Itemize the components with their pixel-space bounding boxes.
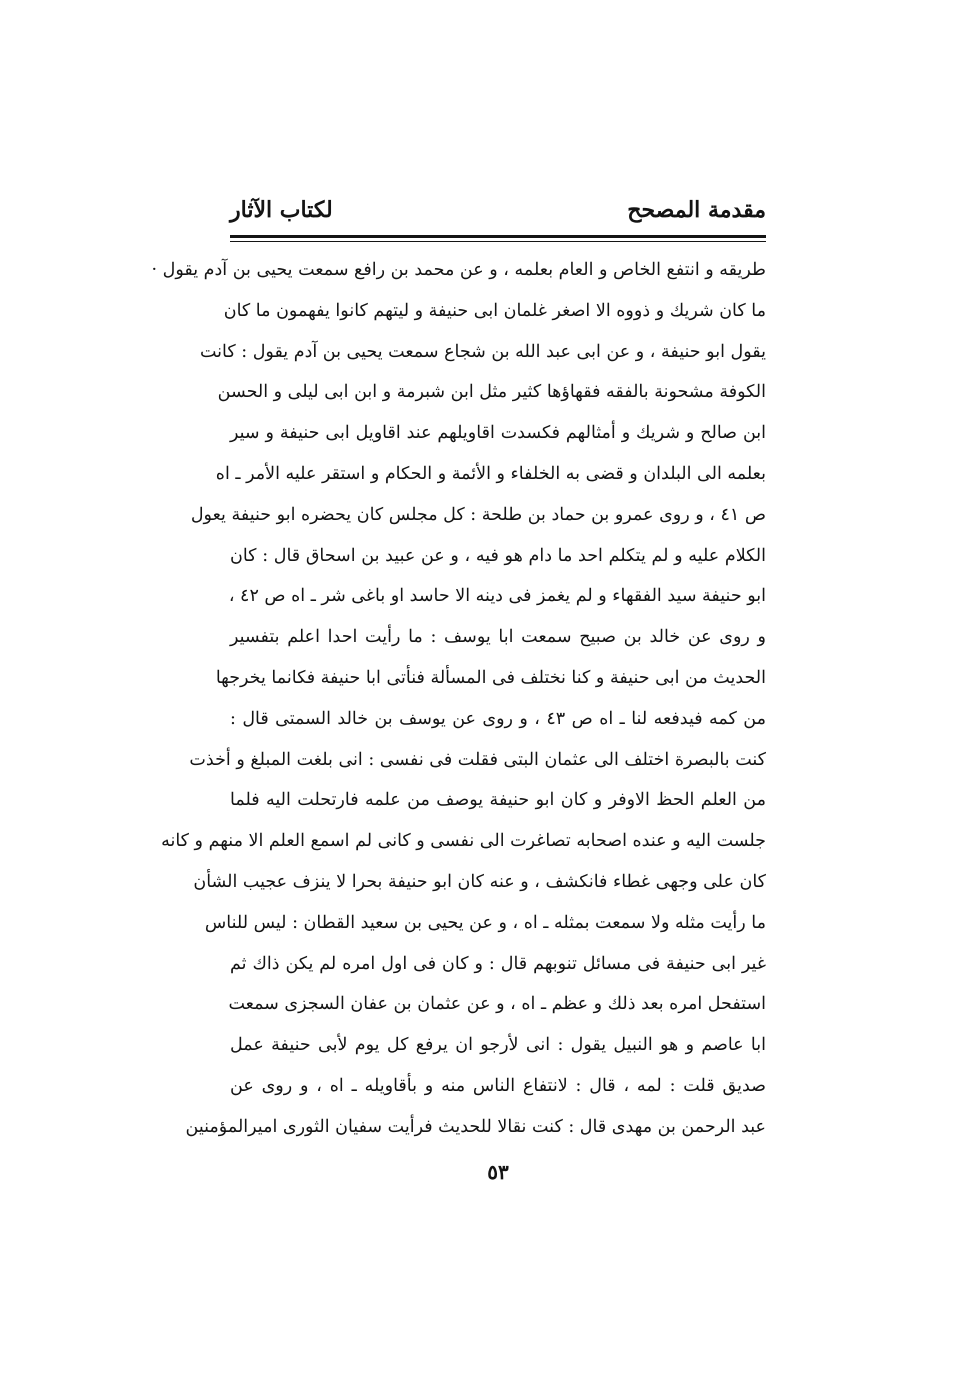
- text-line: ما كان شريك و ذووه الا اصغر غلمان ابى حنيفة و ليتهم كانوا يفهمون ما كان: [223, 300, 766, 321]
- text-line: كنت بالبصرة اختلف الى عثمان البتى فقلت فى نفسى : انى بلغت المبلغ و أخذت: [189, 749, 766, 770]
- text-line: ابن صالح و شريك و أمثالهم فكسدت اقاويلهم عند اقاويل ابى حنيفة و سير: [230, 423, 766, 444]
- text-line: بعلمه الى البلدان و قضى به الخلفاء و الأئمة و الحكام و استقر عليه الأمر ـ اه: [215, 463, 766, 484]
- body-text: [151, 250, 766, 1148]
- text-line: كان على وجهى غطاء فانكشف ، و عنه كان ابو حنيفة بحرا لا ينزف عجيب الشأن: [193, 871, 766, 892]
- text-line: الكلام عليه و لم يتكلم احد ما دام هو فيه ، و عن عبيد بن اسحاق قال : كان: [230, 545, 766, 566]
- text-line: ص ٤١ ، و روى عمرو بن حماد بن طلحة : كل مجلس كان يحضره ابو حنيفة يعول: [190, 504, 766, 525]
- page-number: ٥٣: [487, 1160, 509, 1184]
- text-line: الكوفة مشحونة بالفقه فقهاؤها كثير مثل ابن شبرمة و ابن ابى ليلى و الحسن: [217, 382, 766, 403]
- text-line: من كمه فيدفعه لنا ـ اه ص ٤٣ ، و روى عن يوسف بن خالد السمتى قال :: [230, 708, 766, 729]
- text-line: جلست اليه و عنده اصحابه تصاغرت الى نفسى و كانى لم اسمع العلم الا منهم و كانه: [161, 831, 766, 852]
- text-line: من العلم الحظ الاوفر و كان ابو حنيفة يوصف من علمه فارتحلت اليه فلما: [230, 790, 766, 811]
- text-line: الحديث من ابى حنيفة و كنا نختلف فى المسألة فنأتى ابا حنيفة فكانما يخرجها: [215, 667, 766, 688]
- text-line: ابو حنيفة سيد الفقهاء و لم يغمز فى دينه الا حاسد او باغى شر ـ اه ص ٤٢ ،: [228, 586, 766, 607]
- text-line: صديق قلت : لمه ، قال : لانتفاع الناس منه و بأقاويله ـ اه ، و روى عن: [230, 1075, 766, 1096]
- text-line: و روى عن خالد بن صبيح سمعت ابا يوسف : ما رأيت احدا اعلم بتفسير: [230, 627, 766, 648]
- page-header: [230, 192, 766, 232]
- header-rule-thin: [230, 241, 766, 242]
- text-line: ابا عاصم و هو النبيل يقول : انى لأرجو ان يرفع كل يوم لأبى حنيفة عمل: [230, 1035, 766, 1056]
- header-rule-thick: [230, 235, 766, 238]
- text-line: استفحل امره بعد ذلك و عظم ـ اه ، و عن عثمان بن عفان السجزى سمعت: [228, 994, 766, 1015]
- text-line: يقول ابو حنيفة ، و عن ابى عبد الله بن شجاع سمعت يحيى بن آدم يقول : كانت: [199, 341, 766, 362]
- header-section-title: مقدمة المصحح: [627, 197, 766, 223]
- text-line: عبد الرحمن بن مهدى قال : كنت نقالا للحديث فرأيت سفيان الثورى اميرالمؤمنين: [185, 1116, 766, 1137]
- text-line: طريقه و انتفع الخاص و العام بعلمه ، و عن محمد بن رافع سمعت يحيى بن آدم يقول ·: [151, 260, 766, 280]
- text-line: ما رأيت مثله ولا سمعت بمثله ـ اه ، و عن يحيى بن سعيد القطان : ليس للناس: [204, 912, 766, 933]
- text-line: غير ابى حنيفة فى مسائل تنوبهم قال : و كان فى اول امره لم يكن ذاك ثم: [230, 953, 766, 974]
- header-book-title: لكتاب الآثار: [230, 197, 333, 223]
